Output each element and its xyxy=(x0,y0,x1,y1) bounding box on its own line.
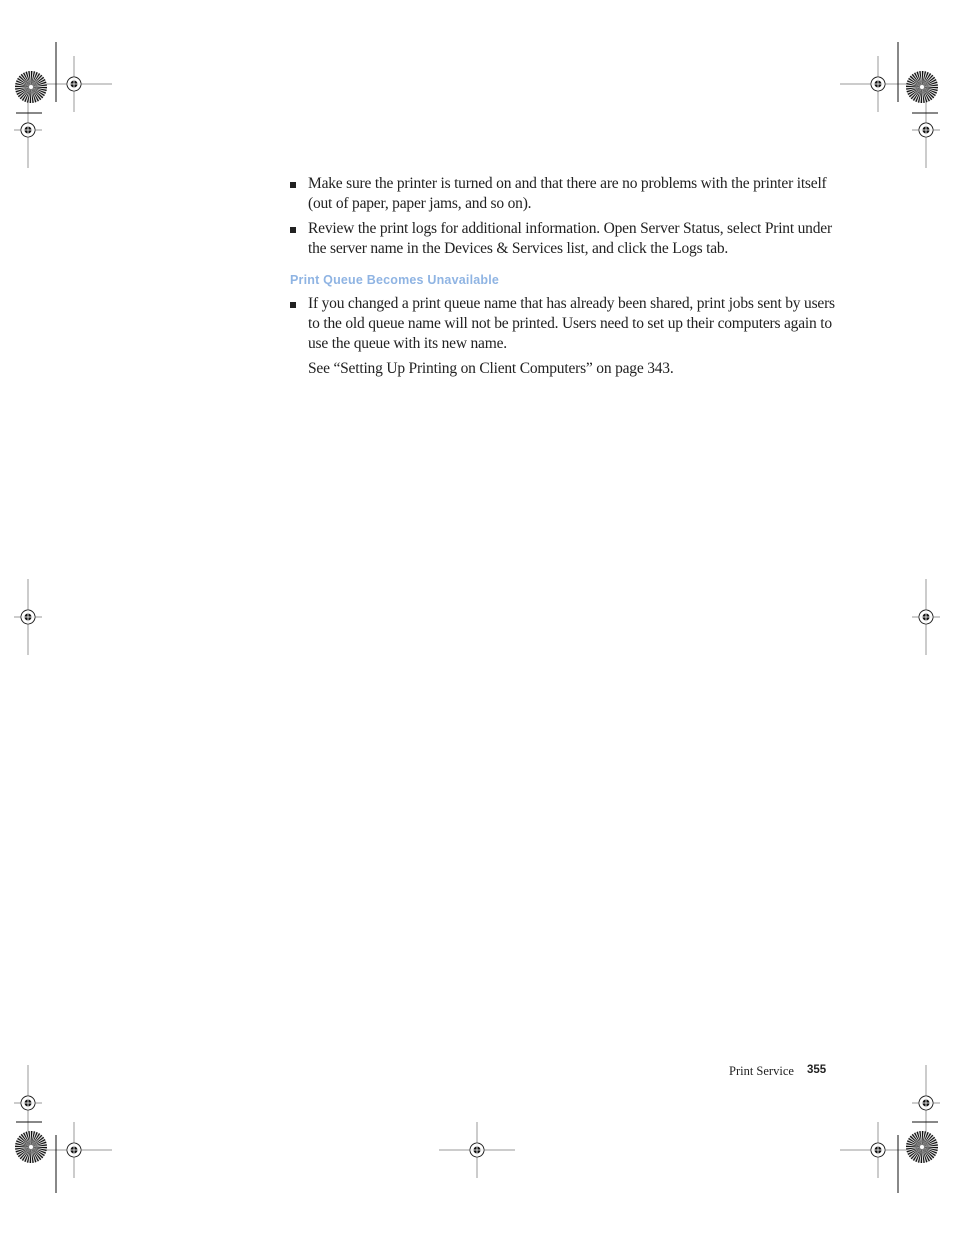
section-heading: Print Queue Becomes Unavailable xyxy=(290,273,500,287)
footer-page-number: 355 xyxy=(807,1064,827,1076)
registration-mark-icon xyxy=(912,579,940,655)
registration-mark-icon xyxy=(912,92,940,168)
registration-mark-icon xyxy=(840,56,916,112)
bullet-icon xyxy=(290,227,296,233)
registration-mark-icon xyxy=(14,1065,42,1141)
registration-mark-icon xyxy=(14,92,42,168)
see-also-text: See “Setting Up Printing on Client Computers” on page 343. xyxy=(308,360,674,377)
bullet-text: Make sure the printer is turned on and that there are no problems with the printer itself (out of paper, paper jams, and so on). xyxy=(308,175,827,212)
bullet-text: Review the print logs for additional information. Open Server Status, select Print under the server name in the Devices & Services list, and click the Logs tab. xyxy=(308,220,832,257)
starburst-target-icon xyxy=(906,71,938,103)
registration-mark-icon xyxy=(14,579,42,655)
bullet-icon xyxy=(290,182,296,188)
registration-mark-icon xyxy=(840,1122,916,1178)
registration-mark-icon xyxy=(36,56,112,112)
starburst-target-icon xyxy=(906,1131,938,1163)
starburst-target-icon xyxy=(15,71,47,103)
starburst-target-icon xyxy=(15,1131,47,1163)
registration-mark-icon xyxy=(36,1122,112,1178)
bullet-text: If you changed a print queue name that has already been shared, print jobs sent by users to the old queue name will not be printed. Users need to set up their computers again to use the queue with its new name. xyxy=(308,295,835,352)
registration-mark-icon xyxy=(912,1065,940,1141)
registration-mark-icon xyxy=(439,1122,515,1178)
footer-section-name: Print Service xyxy=(729,1064,794,1078)
bullet-icon xyxy=(290,302,296,308)
